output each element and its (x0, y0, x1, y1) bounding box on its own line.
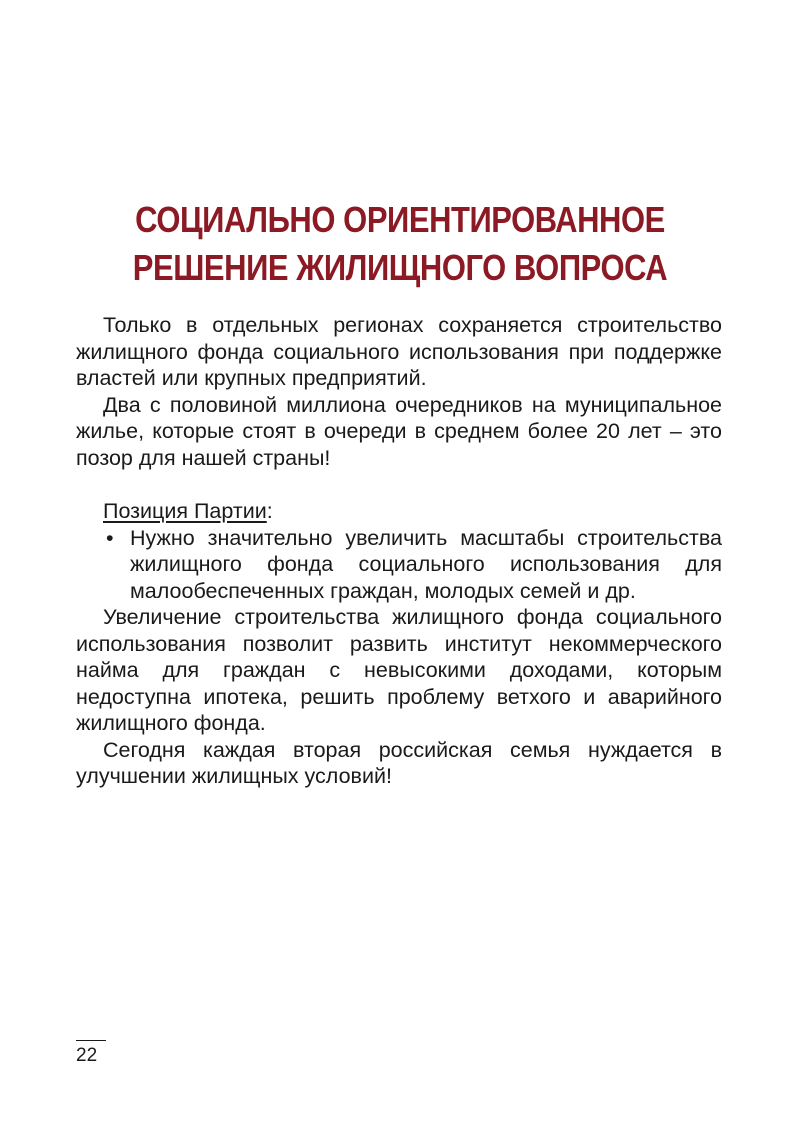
paragraph: Сегодня каждая вторая российская семья нуждается в улучшении жилищных условий! (76, 737, 722, 788)
position-heading-colon: : (266, 499, 273, 523)
bullet-text: Нужно значительно увеличить масштабы строительства жилищного фонда социального использования для малообеспеченных граждан, молодых семей и др. (130, 525, 722, 603)
paragraph-gap (76, 471, 722, 498)
position-heading (76, 498, 722, 525)
title-line-2: РЕШЕНИЕ ЖИЛИЩНОГО ВОПРОСА (132, 247, 668, 288)
bullet-icon: • (106, 525, 114, 550)
paragraph: Только в отдельных регионах сохраняется строительство жилищного фонда социального использования при поддержке властей или крупных предприятий. (76, 313, 722, 390)
position-bullet-list (76, 525, 722, 605)
paragraph: Увеличение строительства жилищного фонда социального использования позволит развить институт некоммерческого найма для граждан с невысокими доходами, которым недоступна ипотека, решить проблему ветхого и аварийного жилищного фонда. (76, 605, 722, 735)
page-title (108, 196, 693, 292)
title-line-1: СОЦИАЛЬНО ОРИЕНТИРОВАННОЕ (135, 199, 665, 240)
list-item (76, 525, 722, 605)
footer-rule (76, 1040, 106, 1041)
paragraph: Два с половиной миллиона очередников на муниципальное жилье, которые стоят в очереди в среднем более 20 лет – это позор для нашей страны! (76, 392, 722, 470)
body-text (76, 312, 722, 790)
page-number: 22 (76, 1045, 98, 1066)
position-heading-label: Позиция Партии (103, 499, 267, 523)
